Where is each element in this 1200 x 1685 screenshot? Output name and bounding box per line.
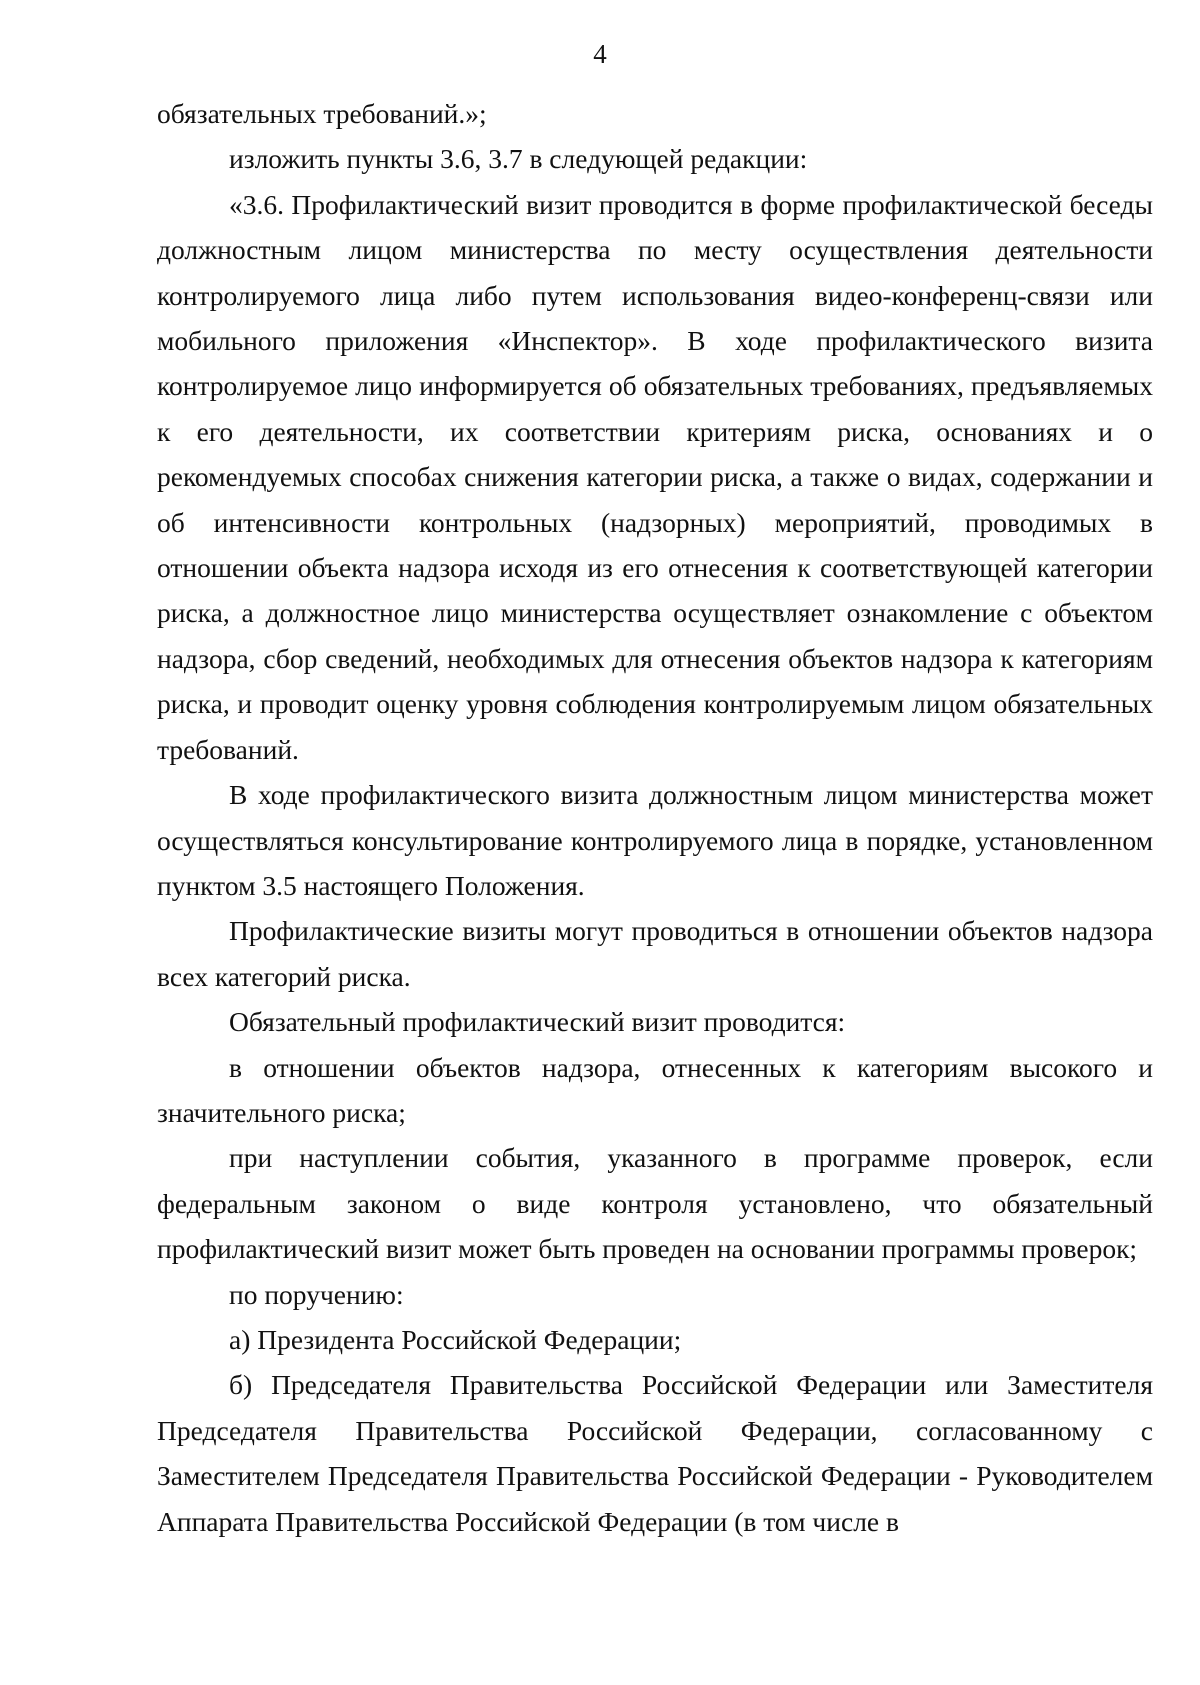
paragraph-mandatory-high-risk: в отношении объектов надзора, отнесенных к категориям высокого и значительного риска; bbox=[157, 1051, 1153, 1128]
paragraph-mandatory-event: при наступлении события, указанного в программе проверок, если федеральным законом о виде контроля установлено, что обязательный профилактический визит может быть проведен на основании программы проверок; bbox=[157, 1142, 1153, 1265]
paragraph-by-order: по поручению: bbox=[229, 1278, 404, 1310]
paragraph-mandatory-visit-intro: Обязательный профилактический визит проводится: bbox=[229, 1006, 846, 1038]
page-number: 4 bbox=[593, 39, 607, 69]
paragraph-visit-categories: Профилактические визиты могут проводиться в отношении объектов надзора всех категорий риска. bbox=[157, 915, 1153, 992]
paragraph-continuation: обязательных требований.»; bbox=[157, 98, 487, 129]
paragraph-item-b: б) Председателя Правительства Российской Федерации или Заместителя Председателя Правительства Российской Федерации, согласованному с Заместителем Председателя Правительства Российской Федерации - Руководителем Аппарата Правительства Российской Федерации (в том числе в bbox=[157, 1369, 1153, 1537]
document-body bbox=[157, 91, 1153, 1544]
paragraph-clause-3-6: «3.6. Профилактический визит проводится в форме профилактической беседы должностным лицом министерства по месту осуществления деятельности контролируемого лица либо путем использования видео-конференц-связи или мобильного приложения «Инспектор». В ходе профилактического визита контролируемое лицо информируется об обязательных требованиях, предъявляемых к его деятельности, их соответствии критериям риска, основаниях и о рекомендуемых способах снижения категории риска, а также о видах, содержании и об интенсивности контрольных (надзорных) мероприятий, проводимых в отношении объекта надзора исходя из его отнесения к соответствующей категории риска, а должностное лицо министерства осуществляет ознакомление с объектом надзора, сбор сведений, необходимых для отнесения объектов надзора к категориям риска, и проводит оценку уровня соблюдения контролируемым лицом обязательных требований. bbox=[157, 188, 1153, 765]
paragraph-amendment-instruction: изложить пункты 3.6, 3.7 в следующей редакции: bbox=[229, 143, 808, 175]
paragraph-item-a: а) Президента Российской Федерации; bbox=[229, 1323, 682, 1355]
paragraph-consultation: В ходе профилактического визита должностным лицом министерства может осуществляться консультирование контролируемого лица в порядке, установленном пунктом 3.5 настоящего Положения. bbox=[157, 779, 1153, 901]
